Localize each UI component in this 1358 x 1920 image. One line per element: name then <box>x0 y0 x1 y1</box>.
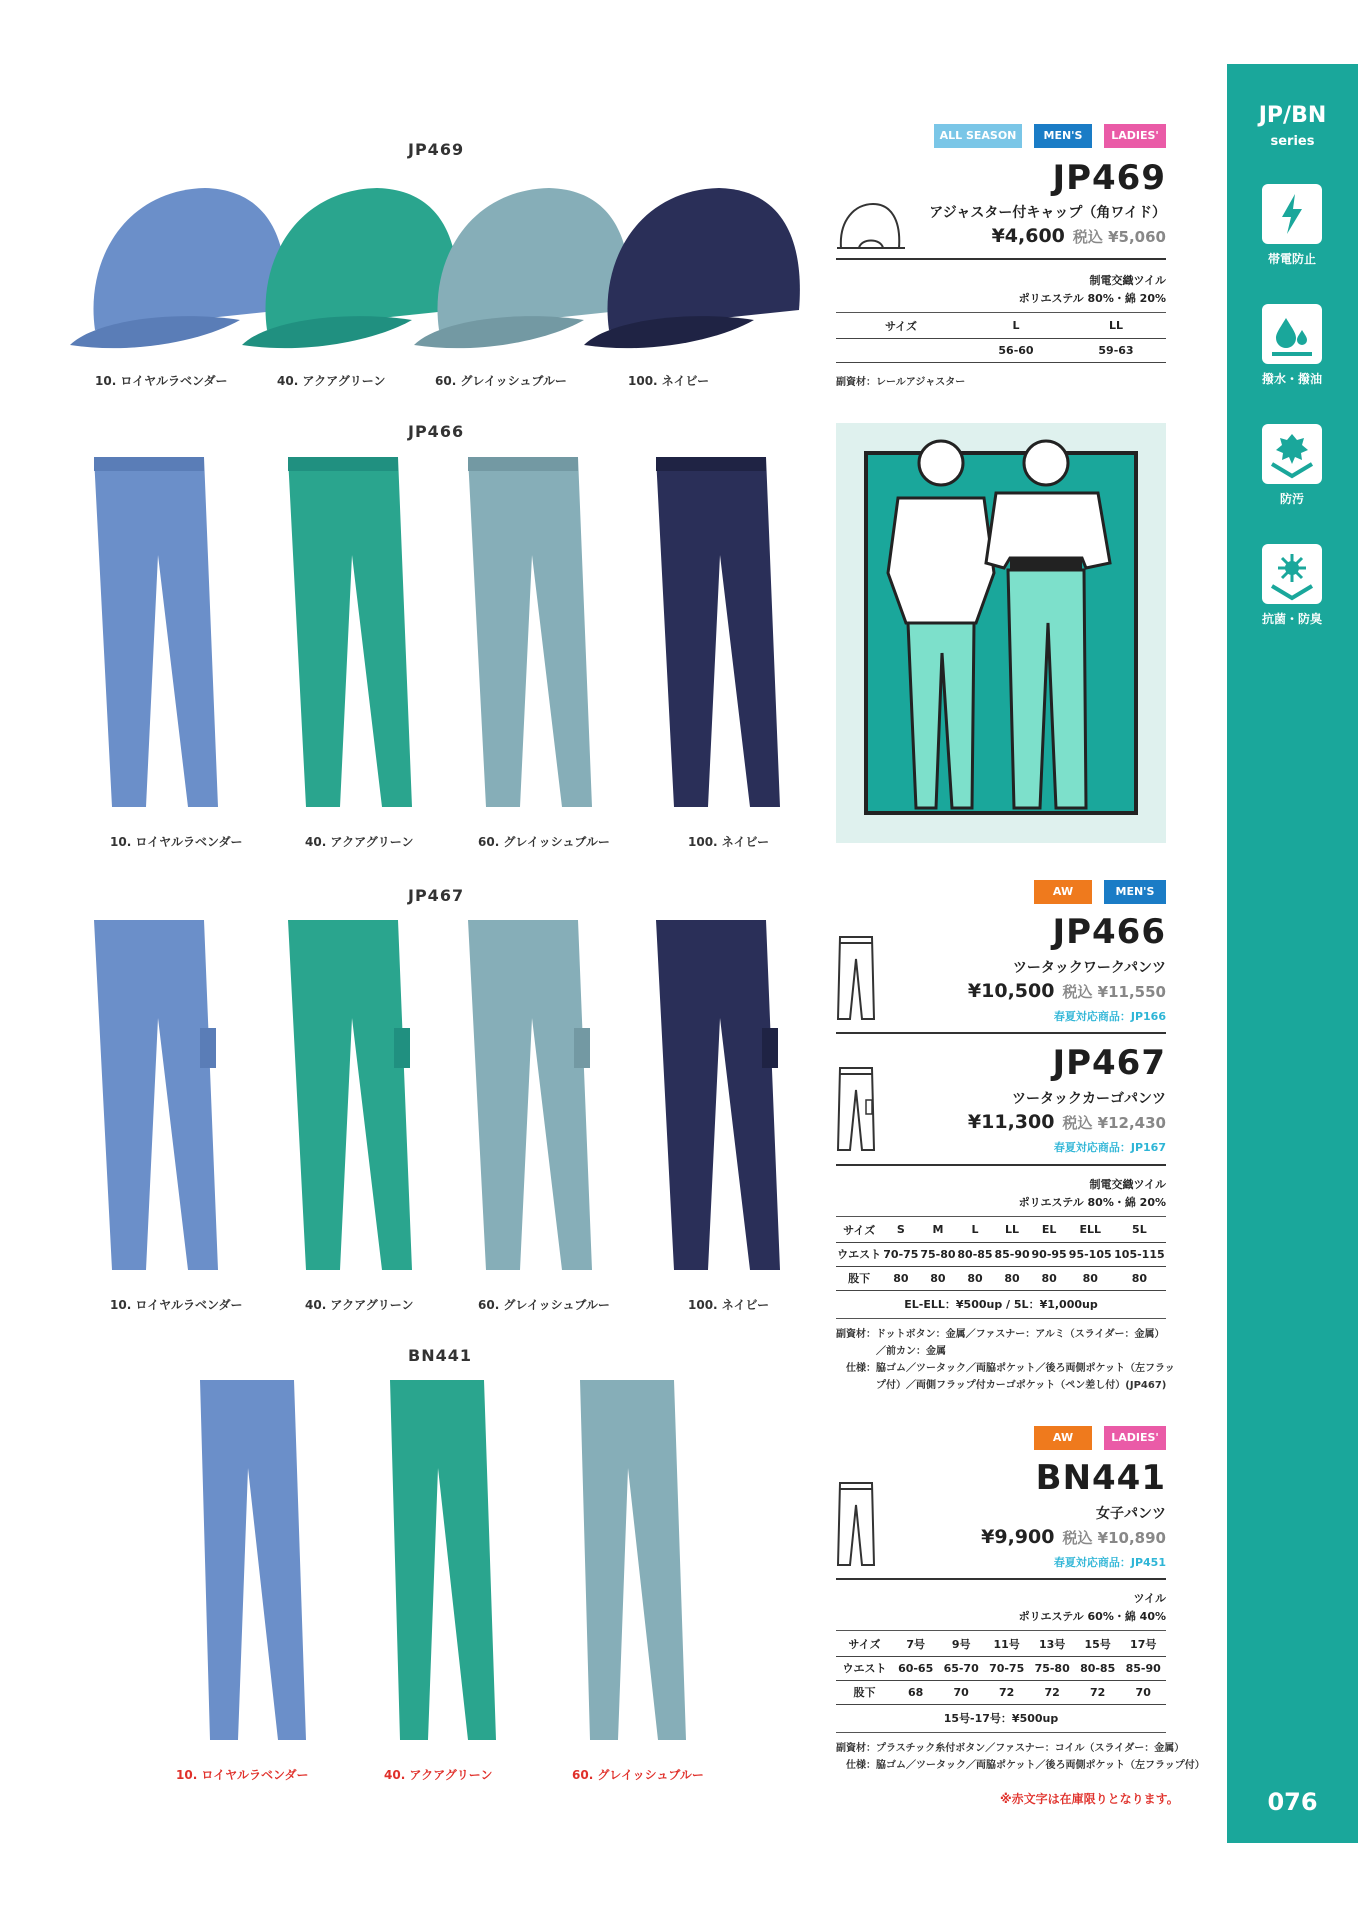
divider <box>836 1732 1166 1733</box>
feature-label: 抗菌・防臭 <box>1261 612 1322 626</box>
fabric-name: ツイル <box>1133 1592 1166 1605</box>
feature-label: 防汚 <box>1279 492 1304 506</box>
product-code: JP469 <box>1052 158 1166 198</box>
spec-note: 副資材：ドットボタン：金属／ファスナー：アルミ（スライダー：金属） <box>836 1329 1165 1340</box>
cargo-pants-lavender <box>94 920 218 1270</box>
spec-note: ／前カン：金属 <box>836 1346 946 1357</box>
models-illustration <box>836 423 1166 843</box>
stain-guard-icon <box>1262 424 1322 484</box>
caption: 60. グレイッシュブルー <box>478 1298 610 1312</box>
pants-lavender <box>94 457 218 807</box>
spec-note: 仕様：脇ゴム／ツータック／両脇ポケット／後ろ両側ポケット（左フラップ付） <box>836 1760 1205 1771</box>
product-price: ¥4,600 税込 ¥5,060 <box>991 225 1166 247</box>
season-counterpart: 春夏対応商品：JP167 <box>1053 1141 1166 1154</box>
series-subtitle: series <box>1270 134 1315 149</box>
fabric-name: 制電交織ツイル <box>1089 1178 1166 1191</box>
caption: 60. グレイッシュブルー <box>435 374 567 388</box>
page-number: 076 <box>1267 1788 1318 1816</box>
cargo-pants-grayblue <box>468 920 592 1270</box>
table-row: サイズ 7号 9号 11号 13号 15号 17号 <box>836 1632 1166 1656</box>
spec-note: 副資材：プラスチック糸付ボタン／ファスナー：コイル（スライダー：金属） <box>836 1743 1185 1754</box>
divider <box>836 1578 1166 1580</box>
cap-aqua <box>242 188 458 348</box>
table-row: ウエスト 70-75 75-80 80-85 85-90 90-95 95-105 105-115 <box>836 1242 1166 1266</box>
antibacterial-icon <box>1262 544 1322 604</box>
table-row: サイズ S M L LL EL ELL 5L <box>836 1218 1166 1242</box>
divider <box>836 1032 1166 1034</box>
fabric-composition: ポリエステル 60%・綿 40% <box>1018 1610 1166 1623</box>
pants-aqua <box>288 457 412 807</box>
caption: 40. アクアグリーン <box>305 835 414 849</box>
season-counterpart: 春夏対応商品：JP166 <box>1053 1010 1166 1023</box>
badge-mens: MEN'S <box>1034 124 1092 148</box>
badge-mens: MEN'S <box>1104 880 1166 904</box>
caption: 60. グレイッシュブルー <box>478 835 610 849</box>
cap-grayblue <box>414 188 630 348</box>
product-code: JP466 <box>1052 912 1166 952</box>
badge-ladies: LADIES' <box>1104 124 1166 148</box>
feature-antistatic <box>1260 184 1324 267</box>
pants-line-icon <box>836 935 876 1021</box>
caption: 40. アクアグリーン <box>384 1768 493 1782</box>
pants-row-jp466 <box>80 455 800 820</box>
product-price: ¥9,900 税込 ¥10,890 <box>981 1526 1166 1548</box>
caption: 100. ネイビー <box>688 1298 770 1312</box>
feature-water-oil-repellent <box>1260 304 1324 387</box>
divider <box>836 312 1166 313</box>
divider <box>836 258 1166 260</box>
size-surcharge: 15号-17号：¥500up <box>943 1712 1059 1725</box>
table-row: サイズ L LL <box>836 314 1166 338</box>
size-table <box>836 1632 1166 1705</box>
bn441-heading: BN441 <box>408 1346 472 1365</box>
lightning-icon <box>1262 184 1322 244</box>
pants-row-bn441 <box>190 1378 710 1748</box>
product-price: ¥10,500 税込 ¥11,550 <box>967 980 1166 1002</box>
cap-row <box>65 180 805 370</box>
table-row: 56-60 59-63 <box>836 338 1166 362</box>
caption: 100. ネイビー <box>628 374 710 388</box>
series-sidebar <box>1227 64 1358 1843</box>
spec-note: プ付）／両側フラップ付カーゴポケット（ペン差し付）(JP467) <box>836 1380 1167 1391</box>
size-table <box>836 1218 1166 1291</box>
product-code: JP467 <box>1052 1043 1166 1083</box>
caption: 40. アクアグリーン <box>305 1298 414 1312</box>
pants-grayblue <box>468 457 592 807</box>
product-name: ツータックカーゴパンツ <box>1012 1091 1166 1107</box>
size-surcharge: EL-ELL：¥500up / 5L：¥1,000up <box>904 1298 1098 1311</box>
series-title: JP/BN <box>1258 103 1327 128</box>
jp467-heading: JP467 <box>408 886 465 905</box>
badge-aw: AW <box>1034 880 1092 904</box>
caption: 10. ロイヤルラベンダー <box>110 835 243 849</box>
pants-row-jp467 <box>80 918 800 1283</box>
ladies-pants-lavender <box>200 1380 306 1740</box>
caption: 100. ネイビー <box>688 835 770 849</box>
spec-note: 仕様：脇ゴム／ツータック／両脇ポケット／後ろ両側ポケット（左フラッ <box>836 1363 1175 1374</box>
season-counterpart: 春夏対応商品：JP451 <box>1053 1556 1166 1569</box>
product-name: 女子パンツ <box>1096 1506 1166 1522</box>
badge-ladies: LADIES' <box>1104 1426 1166 1450</box>
caption: 60. グレイッシュブルー <box>572 1768 704 1782</box>
feature-antibacterial <box>1260 544 1324 627</box>
stock-limit-note: ※赤文字は在庫限りとなります。 <box>1000 1792 1179 1806</box>
feature-stain-guard <box>1260 424 1324 507</box>
ladies-pants-grayblue <box>580 1380 686 1740</box>
fabric-composition: ポリエステル 80%・綿 20% <box>1018 292 1166 305</box>
table-row: 股下 80 80 80 80 80 80 80 <box>836 1266 1166 1290</box>
cap-lavender <box>70 188 286 348</box>
table-row: ウエスト 60-65 65-70 70-75 75-80 80-85 85-90 <box>836 1656 1166 1680</box>
cargo-pants-navy <box>656 920 780 1270</box>
divider <box>836 1318 1166 1319</box>
product-name: アジャスター付キャップ（角ワイド） <box>929 205 1166 221</box>
fabric-name: 制電交織ツイル <box>1089 274 1166 287</box>
caption: 10. ロイヤルラベンダー <box>110 1298 243 1312</box>
ladies-pants-line-icon <box>836 1481 876 1567</box>
caption: 10. ロイヤルラベンダー <box>95 374 228 388</box>
size-table <box>836 314 1166 363</box>
divider <box>836 1164 1166 1166</box>
table-row: 股下 68 70 72 72 72 70 <box>836 1680 1166 1704</box>
cargo-pants-aqua <box>288 920 412 1270</box>
accessory-note: 副資材：レールアジャスター <box>836 377 966 388</box>
product-name: ツータックワークパンツ <box>1012 960 1166 976</box>
divider <box>836 1216 1166 1217</box>
badge-all-season: ALL SEASON <box>934 124 1022 148</box>
divider <box>836 1630 1166 1631</box>
cargo-pants-line-icon <box>836 1066 876 1152</box>
fabric-composition: ポリエステル 80%・綿 20% <box>1018 1196 1166 1209</box>
caption: 10. ロイヤルラベンダー <box>176 1768 309 1782</box>
badge-aw: AW <box>1034 1426 1092 1450</box>
feature-label: 帯電防止 <box>1267 252 1316 266</box>
ladies-pants-aqua <box>390 1380 496 1740</box>
caption: 40. アクアグリーン <box>277 374 386 388</box>
product-code: BN441 <box>1035 1458 1166 1498</box>
feature-label: 撥水・撥油 <box>1261 372 1322 386</box>
product-price: ¥11,300 税込 ¥12,430 <box>967 1111 1166 1133</box>
water-drop-icon <box>1262 304 1322 364</box>
pants-navy <box>656 457 780 807</box>
jp466-heading: JP466 <box>408 422 465 441</box>
cap-navy <box>584 188 800 348</box>
jp469-heading: JP469 <box>408 140 465 159</box>
